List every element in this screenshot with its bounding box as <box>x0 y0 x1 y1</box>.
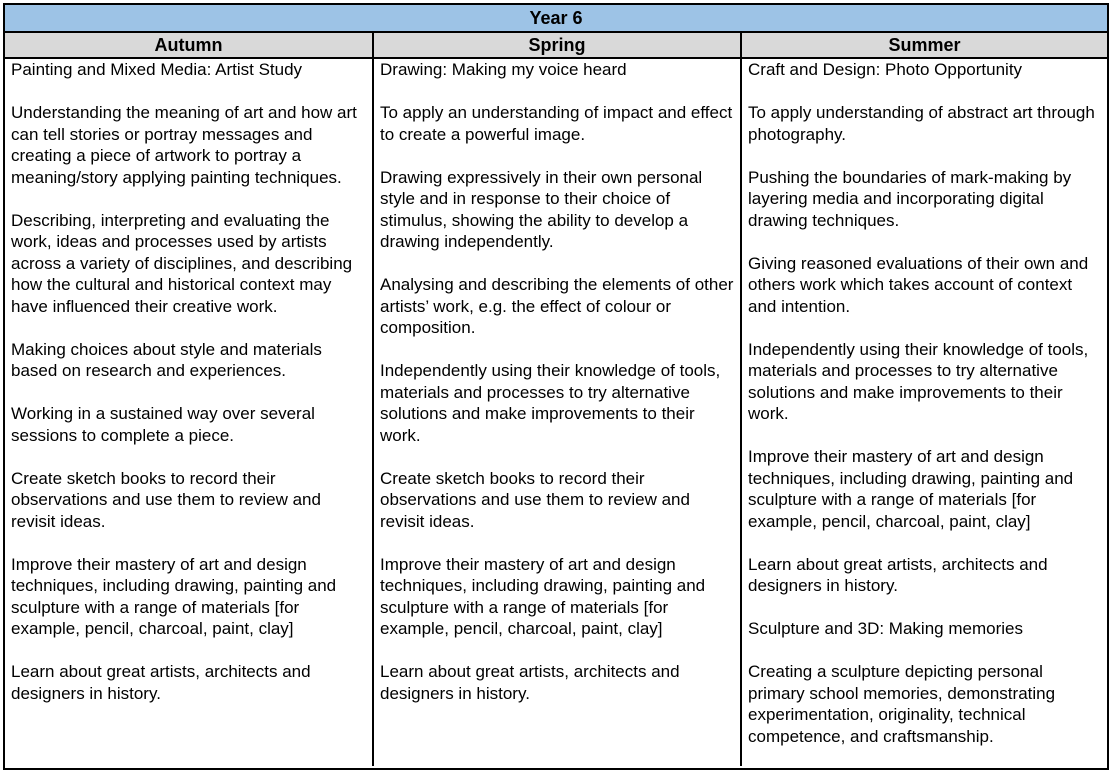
autumn-paragraph: Describing, interpreting and evaluating the work, ideas and processes used by artists across a variety of disciplines, and describing how the cultural and historical context may have influenced their creative work. <box>11 210 353 316</box>
summer-paragraph: Learn about great artists, architects and designers in history. <box>748 554 1048 595</box>
summer-paragraph: Independently using their knowledge of tools, materials and processes to try alternative solutions and make improvements to their work. <box>748 339 1089 423</box>
summer-paragraph: Craft and Design: Photo Opportunity <box>748 60 1023 79</box>
spring-paragraph: Create sketch books to record their observations and use them to review and revisit ideas. <box>380 468 690 531</box>
autumn-paragraph: Learn about great artists, architects and designers in history. <box>11 662 311 703</box>
summer-paragraph: Creating a sculpture depicting personal primary school memories, demonstrating experimentation, originality, technical competence, and craftsmanship. <box>748 662 1056 746</box>
spring-paragraph: Drawing: Making my voice heard <box>380 60 627 79</box>
autumn-paragraph: Painting and Mixed Media: Artist Study <box>11 60 303 79</box>
summer-paragraph: To apply understanding of abstract art through photography. <box>748 103 1095 144</box>
summer-paragraph: Sculpture and 3D: Making memories <box>748 619 1023 638</box>
spring-paragraph: To apply an understanding of impact and effect to create a powerful image. <box>380 103 733 144</box>
autumn-paragraph: Understanding the meaning of art and how art can tell stories or portray messages and creating a piece of artwork to portray a meaning/story applying painting techniques. <box>11 103 357 187</box>
table-title: Year 6 <box>5 5 1107 33</box>
autumn-paragraph: Making choices about style and materials based on research and experiences. <box>11 339 322 380</box>
header-spring: Spring <box>374 33 742 57</box>
summer-paragraph: Improve their mastery of art and design techniques, including drawing, painting and sculpture with a range of materials [for example, pencil, charcoal, paint, clay] <box>748 447 1074 531</box>
content-row <box>5 59 1107 766</box>
autumn-column <box>5 59 374 766</box>
summer-paragraph: Giving reasoned evaluations of their own and others work which takes account of context and intention. <box>748 253 1089 316</box>
spring-paragraph: Analysing and describing the elements of other artists’ work, e.g. the effect of colour or composition. <box>380 275 734 337</box>
summer-paragraph: Pushing the boundaries of mark-making by layering media and incorporating digital drawing techniques. <box>748 167 1072 230</box>
spring-paragraph: Learn about great artists, architects and designers in history. <box>380 662 680 703</box>
autumn-paragraph: Improve their mastery of art and design techniques, including drawing, painting and sculpture with a range of materials [for example, pencil, charcoal, paint, clay] <box>11 554 337 638</box>
autumn-paragraph: Working in a sustained way over several sessions to complete a piece. <box>11 404 315 445</box>
spring-paragraph: Drawing expressively in their own personal style and in response to their choice of stimulus, showing the ability to develop a drawing independently. <box>380 167 703 251</box>
header-row <box>5 33 1107 59</box>
autumn-paragraph: Create sketch books to record their observations and use them to review and revisit ideas. <box>11 468 321 531</box>
spring-column <box>374 59 742 766</box>
header-summer: Summer <box>888 34 961 55</box>
header-autumn: Autumn <box>5 33 374 57</box>
summer-column <box>742 59 1107 766</box>
spring-paragraph: Independently using their knowledge of tools, materials and processes to try alternative solutions and make improvements to their work. <box>380 361 721 445</box>
spring-paragraph: Improve their mastery of art and design techniques, including drawing, painting and sculpture with a range of materials [for example, pencil, charcoal, paint, clay] <box>380 554 706 638</box>
curriculum-table <box>3 3 1109 770</box>
